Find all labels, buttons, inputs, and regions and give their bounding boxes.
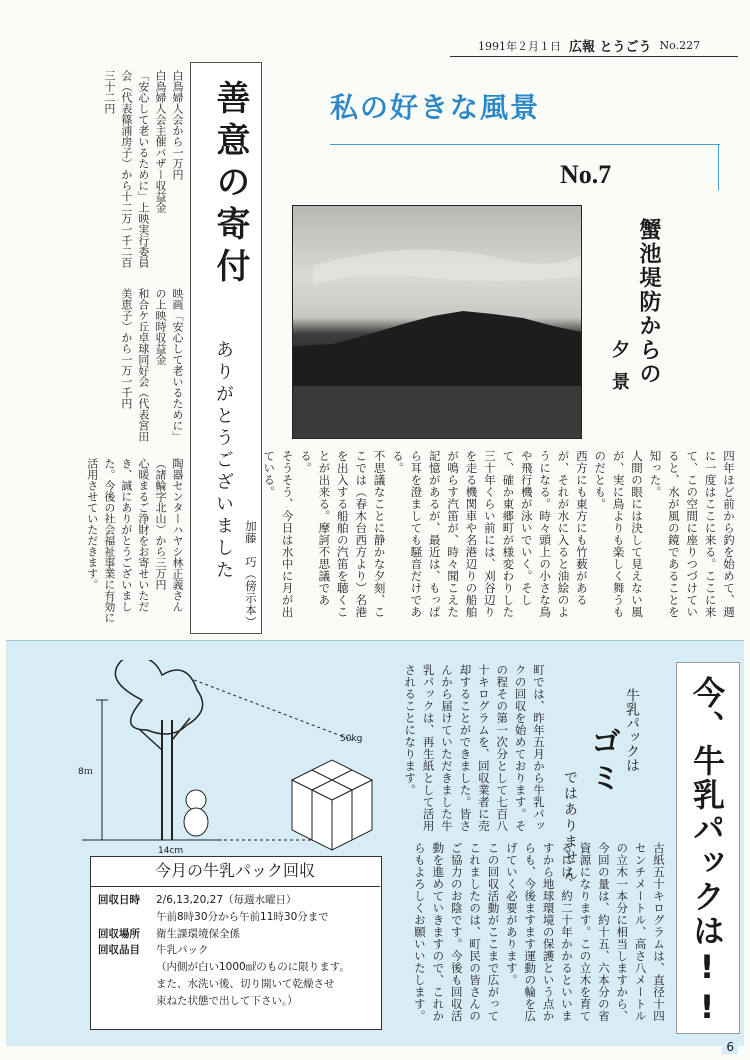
donation-entry: 陶器センターハヤシ林正義さん（諸輪字北山）から三万円 <box>153 458 184 612</box>
notice-row: 束ねた状態で出して下さい。） <box>156 994 298 1007</box>
article-paragraph: 不思議なことに静かな夕刻、ここでは（春木台西方より）名港を出入する船舶の汽笛を聴くことが出来る。摩訶不思議である。 <box>299 450 387 618</box>
donation-entry: 映画「安心して老いるために」の上映時収益金 <box>153 288 184 442</box>
notice-row: 回収場所 衛生課環境保全係 <box>98 927 240 940</box>
donation-entry: 和合ケ丘卓球同好会（代表宮田美恵子）から一万一千円 <box>119 288 150 442</box>
tree-illustration <box>22 660 382 870</box>
photo-silhouette <box>293 206 581 438</box>
title-rule <box>330 144 720 145</box>
header-rule <box>450 56 738 57</box>
page-number: 6 <box>722 1040 738 1054</box>
weight-label: 50kg <box>340 734 363 744</box>
issue-number: No.227 <box>659 39 701 52</box>
milk-body-1: 町では、昨年五月から牛乳パックの回収を始めております。その程その第一次分として七百八十キログラムを、回収業者に売却することができました。皆さんから届けていただきました牛乳パックは、再生紙として活用されることになります。 <box>403 664 546 832</box>
article-paragraph: 人間の眼には決して見えない風が、実に鳥よりも楽しく舞うものだとも。 <box>593 450 645 618</box>
donations-thanks: ありがとうございました <box>213 340 234 582</box>
height-label: 8ｍ <box>78 767 93 777</box>
tree-carton-drawing <box>22 660 382 870</box>
milk-paragraph: この回収活動がここまで広がってこれましたのは、町民の皆さんのご協力のお陰です。今後も回収活動を進めていきますので、これからもよろしくお願いいたします。 <box>412 842 501 1022</box>
article-paragraph: 西方にも東方にも竹薮があるが、それが水に入ると油絵のようになる。時々頭上の小さな鳥や飛行機が泳いでいく。そして、確か東郷町が様変わりした三十年くらい前には、刈谷辺りを走る機関車や名港辺りの船舶が鳴らす汽笛が、時々聞こえた記憶があるが、最近は、もっぱら耳を澄ましても騒音だけである。 <box>390 450 589 618</box>
milk-subhead-3: ではありません <box>562 770 578 882</box>
collection-notice-title: 今月の牛乳パック回収 <box>90 856 380 887</box>
article-paragraph: 四年ほど前から釣を始めて、週に一度はここに来る。ここに来て、この空間に座りつづけていると、水が風の鏡であることを知った。 <box>648 450 736 618</box>
notice-row: 回収品目 牛乳パック <box>98 944 209 957</box>
article-paragraph: そうそう、今日は水中に月が出ている。 <box>262 450 295 618</box>
donation-closing: 心暖まるご浄財をお寄せいただき、誠にありがとうございました。今後の社会福祉事業に有効に活用させていただきます。 <box>85 458 150 623</box>
article-subtitle: 蟹池堤防からの <box>636 218 662 386</box>
donation-entry: 「安心して老いるために」上映実行委員会（代表篠浦房子）から十二万一千二百三十二円 <box>102 70 150 268</box>
milk-paragraph: 古紙五十キログラムは、直径十四センチメートル、高さ八メートルの立木一本分に相当しますから、今回の量は、約十五、六本分の省資源になります。この立木を育てるには、約二十年かかるといいますから地球環境の保護という点からも、今後ますます運動の輪を広げていく必要があります。 <box>504 842 666 1022</box>
milk-subhead-1: 牛乳パックは <box>624 688 640 772</box>
article-title: 私の好きな風景 <box>330 91 541 124</box>
notice-row: （内側が白い1000㎖のものに限ります。 <box>156 961 350 974</box>
donations-title: 善意の寄付 <box>210 80 250 290</box>
landscape-photo <box>292 205 582 439</box>
donation-entry: 白鳥婦人会から一万円 <box>171 70 184 180</box>
notice-row: 回収日時 2/6,13,20,27（毎週水曜日） <box>98 894 297 906</box>
article-number: No.7 <box>560 160 612 189</box>
donations-list-bottom <box>74 458 186 628</box>
issue-date: 1991年２月１日 <box>478 39 561 53</box>
milk-subhead-2: ゴミ <box>585 726 620 798</box>
notice-row: 午前8時30分から午前11時30分まで <box>156 910 329 923</box>
article-subtitle-2: 夕景 <box>609 340 630 404</box>
milk-body-2 <box>386 842 668 1032</box>
milk-headline: 今、牛乳パックは!! <box>688 676 726 1028</box>
notice-row: また、水洗い後、切り開いて乾燥させ <box>156 977 335 990</box>
publication-logo: 広報 とうごう <box>569 40 652 55</box>
article-author: 加藤 巧（傍示本） <box>243 520 258 628</box>
page-header <box>478 36 738 55</box>
donation-entry: 白鳥婦人会主催バザー収益金 <box>153 70 167 213</box>
title-rule-vertical <box>718 144 719 190</box>
donations-list-top <box>74 70 186 270</box>
diameter-label: 14cm <box>158 846 184 856</box>
donations-list-mid <box>74 288 186 448</box>
article-body <box>243 450 738 628</box>
collection-notice-body <box>98 892 374 1010</box>
